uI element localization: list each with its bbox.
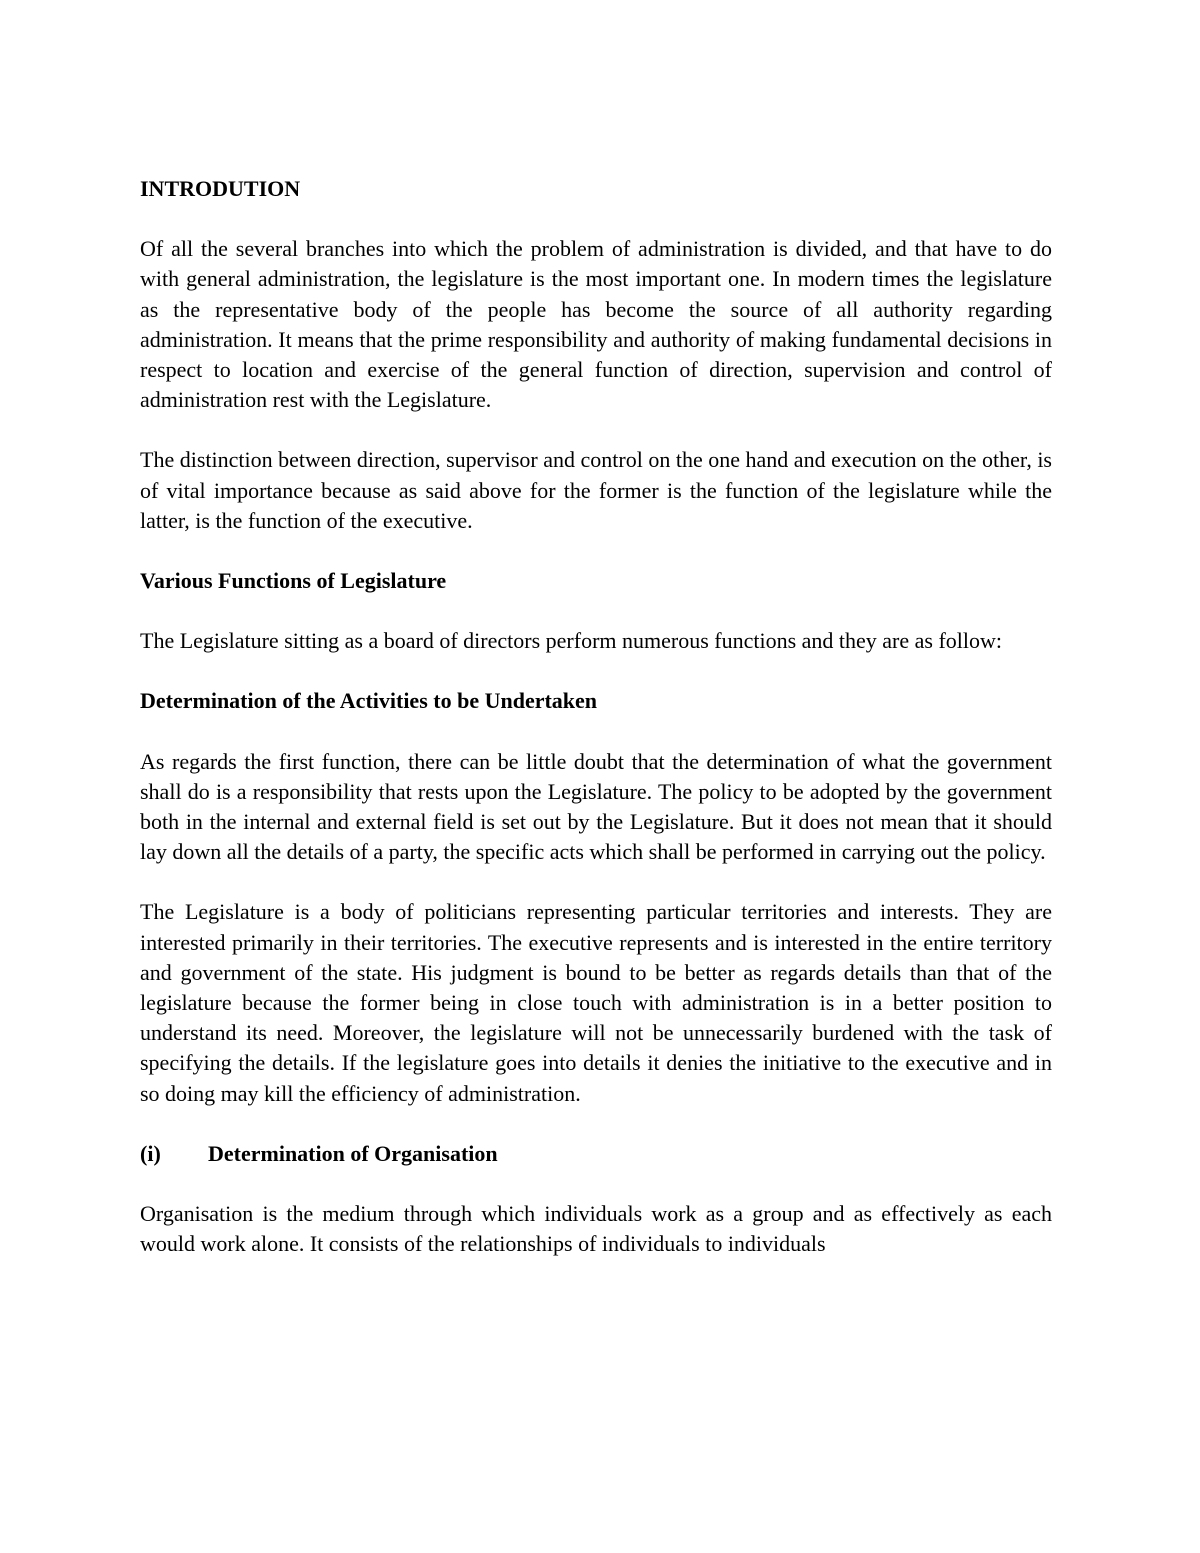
determination-paragraph-1: As regards the first function, there can be little doubt that the determination of what the government shall do is a responsibility that rests upon the Legislature. The policy to be adopted by the government both in the internal and external field is set out by the Legislature. But it does not mean that it should lay down all the details of a party, the specific acts which shall be performed in carrying out the policy. [140,748,1052,865]
document-page [140,174,1052,1259]
section-heading-organisation [140,1139,1052,1169]
section-heading-organisation-text: Determination of Organisation [208,1140,498,1166]
intro-paragraph-1: Of all the several branches into which the problem of administration is divided, and that have to do with general administration, the legislature is the most important one. In modern times the legislature as the representative body of the people has become the source of all authority regarding administration. It means that the prime responsibility and authority of making fundamental decisions in respect to location and exercise of the general function of direction, supervision and control of administration rest with the Legislature. [140,236,1052,413]
intro-paragraph-2: The distinction between direction, supervisor and control on the one hand and execution on the other, is of vital importance because as said above for the former is the function of the legislature while the latter, is the function of the executive. [140,447,1052,533]
section-heading-various-functions: Various Functions of Legislature [140,568,447,594]
organisation-paragraph: Organisation is the medium through which individuals work as a group and as effectively as each would work alone. It consists of the relationships of individuals to individuals [140,1201,1052,1257]
various-functions-paragraph: The Legislature sitting as a board of directors perform numerous functions and they are as follow: [140,628,1003,654]
document-title: INTRODUTION [140,176,301,201]
section-number: (i) [140,1140,161,1166]
determination-paragraph-2: The Legislature is a body of politicians representing particular territories and interests. They are interested primarily in their territories. The executive represents and is interested in the entire territory and government of the state. His judgment is bound to be better as regards details than that of the legislature because the former being in close touch with administration is in a better position to understand its need. Moreover, the legislature will not be unnecessarily burdened with the task of specifying the details. If the legislature goes into details it denies the initiative to the executive and in so doing may kill the efficiency of administration. [140,899,1052,1106]
section-heading-determination-activities: Determination of the Activities to be Undertaken [140,688,598,714]
